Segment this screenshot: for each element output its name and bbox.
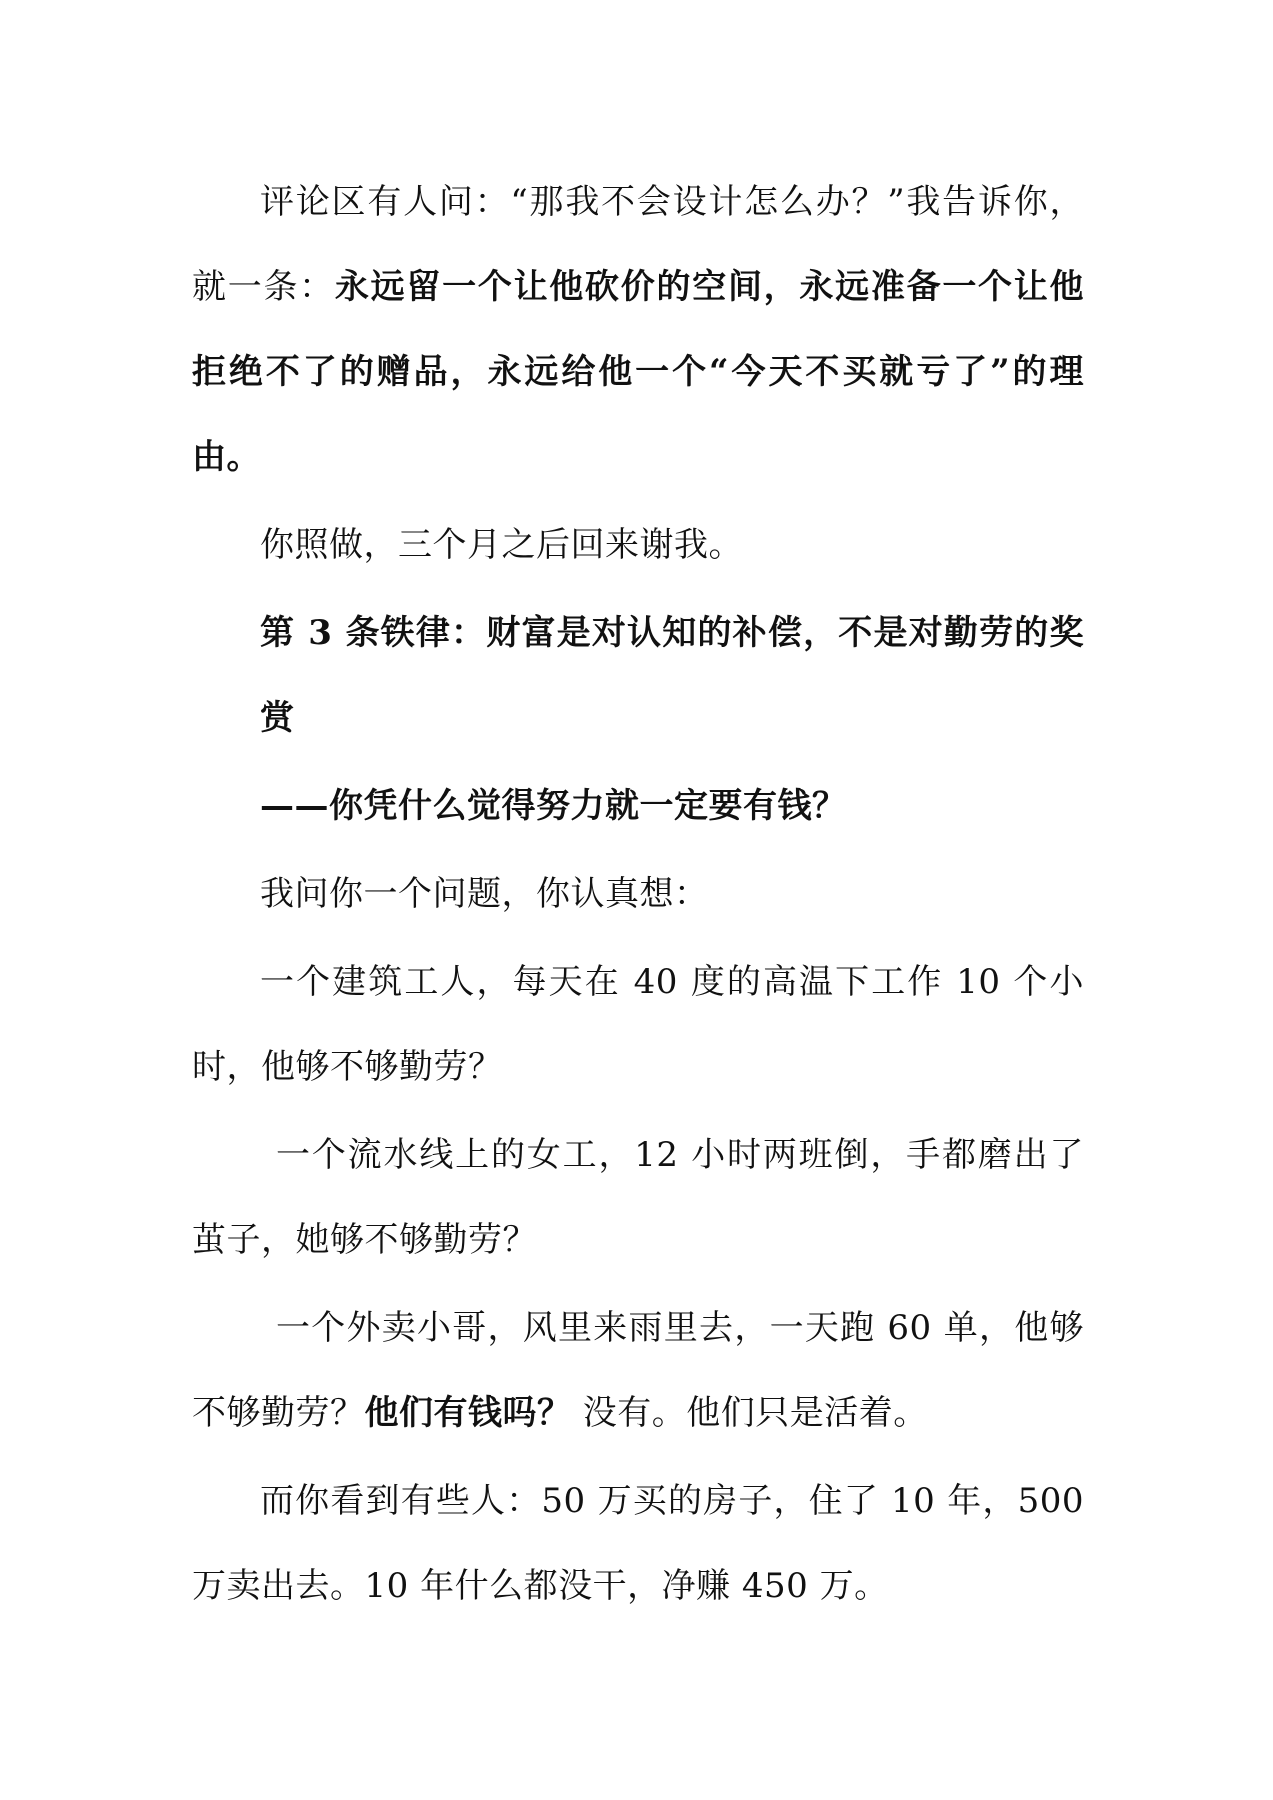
paragraph-construction-worker: 一个建筑工人，每天在 40 度的高温下工作 10 个小时，他够不够勤劳？ bbox=[192, 962, 1084, 1087]
document-body bbox=[192, 160, 1084, 1632]
paragraph-text: 一个外卖小哥，风里来雨里去，一天跑 60 单，他够不够勤劳？ bbox=[192, 1308, 1084, 1433]
section-heading: 第 3 条铁律：财富是对认知的补偿，不是对勤劳的奖赏 bbox=[260, 613, 1084, 738]
paragraph-question: 我问你一个问题，你认真想： bbox=[260, 874, 709, 914]
paragraph-house-example: 而你看到有些人：50 万买的房子，住了 10 年，500 万卖出去。10 年什么都没干，净赚 450 万。 bbox=[192, 1481, 1084, 1606]
paragraph-text: 评论区有人问：“那我不会设计怎么办？”我告诉你，就一条： bbox=[192, 182, 1084, 307]
paragraph-delivery-rider bbox=[192, 1286, 1084, 1456]
bold-emphasis: 他们有钱吗？ bbox=[364, 1393, 572, 1433]
paragraph-factory-worker: 一个流水线上的女工，12 小时两班倒，手都磨出了茧子，她够不够勤劳？ bbox=[192, 1135, 1084, 1260]
bold-emphasis: 永远留一个让他砍价的空间，永远准备一个让他拒绝不了的赠品，永远给他一个“今天不买就亏了”的理由。 bbox=[192, 267, 1085, 477]
paragraph-text: 没有。他们只是活着。 bbox=[571, 1393, 928, 1433]
section-subheading: ——你凭什么觉得努力就一定要有钱？ bbox=[260, 786, 847, 826]
paragraph-thank-me: 你照做，三个月之后回来谢我。 bbox=[260, 525, 743, 565]
paragraph-design-advice bbox=[192, 160, 1084, 500]
